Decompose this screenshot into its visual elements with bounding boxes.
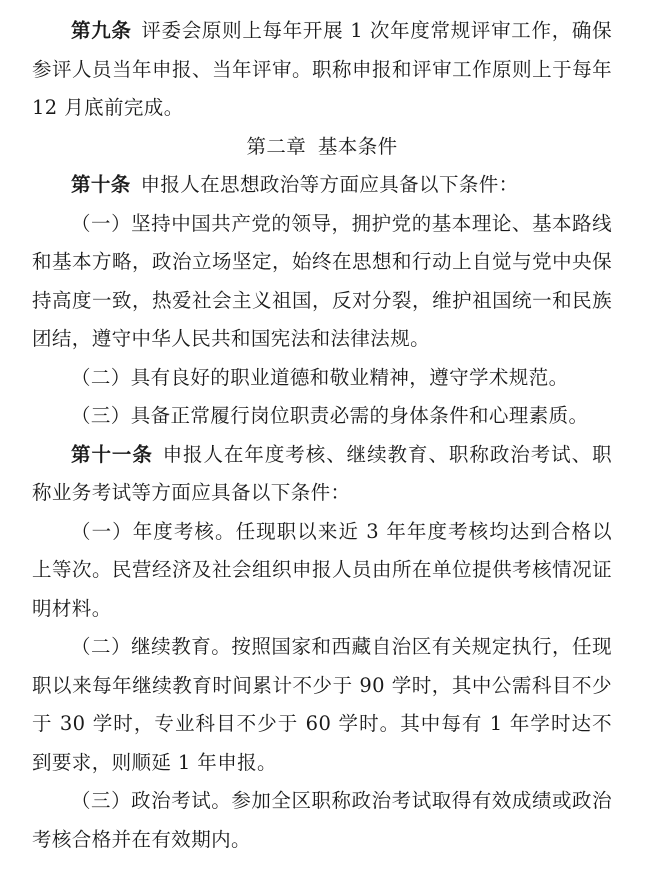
article-10 xyxy=(32,166,612,205)
article-11-text: 申报人在年度考核、继续教育、职称政治考试、职称业务考试等方面应具备以下条件： xyxy=(32,442,612,504)
article-10-number: 第十条 xyxy=(71,173,131,196)
article-10-item-1: （一）坚持中国共产党的领导，拥护党的基本理论、基本路线和基本方略，政治立场坚定，始终在思想和行动上自觉与党中央保持高度一致，热爱社会主义祖国，反对分裂，维护祖国统一和民族团结，遵守中华人民共和国宪法和法律法规。 xyxy=(32,211,612,350)
article-9-text: 评委会原则上每年开展 1 次年度常规评审工作，确保参评人员当年申报、当年评审。职称申报和评审工作原则上于每年 12 月底前完成。 xyxy=(32,19,612,119)
chapter-2-title: 基本条件 xyxy=(317,134,398,158)
article-11-item-1: （一）年度考核。任现职以来近 3 年年度考核均达到合格以上等次。民营经济及社会组织申报人员由所在单位提供考核情况证明材料。 xyxy=(32,519,612,620)
article-10-text: 申报人在思想政治等方面应具备以下条件： xyxy=(140,173,519,196)
article-9-number: 第九条 xyxy=(71,19,132,42)
article-11 xyxy=(32,436,612,513)
article-10-item-2: （二）具有良好的职业道德和敬业精神，遵守学术规范。 xyxy=(71,365,569,389)
article-10-item-3: （三）具备正常履行岗位职责必需的身体条件和心理素质。 xyxy=(71,404,589,427)
chapter-2-number: 第二章 xyxy=(246,134,307,158)
chapter-2-heading xyxy=(32,128,612,167)
article-11-item-2: （二）继续教育。按照国家和西藏自治区有关规定执行，任现职以来每年继续教育时间累计不少于 90 学时，其中公需科目不少于 30 学时，专业科目不少于 60 学时。其中每有 1 年学时达不到要求，则顺延 1 年申报。 xyxy=(32,635,612,774)
article-11-number: 第十一条 xyxy=(71,442,153,466)
article-11-item-3: （三）政治考试。参加全区职称政治考试取得有效成绩或政治考核合格并在有效期内。 xyxy=(32,789,612,851)
article-9 xyxy=(32,12,612,128)
